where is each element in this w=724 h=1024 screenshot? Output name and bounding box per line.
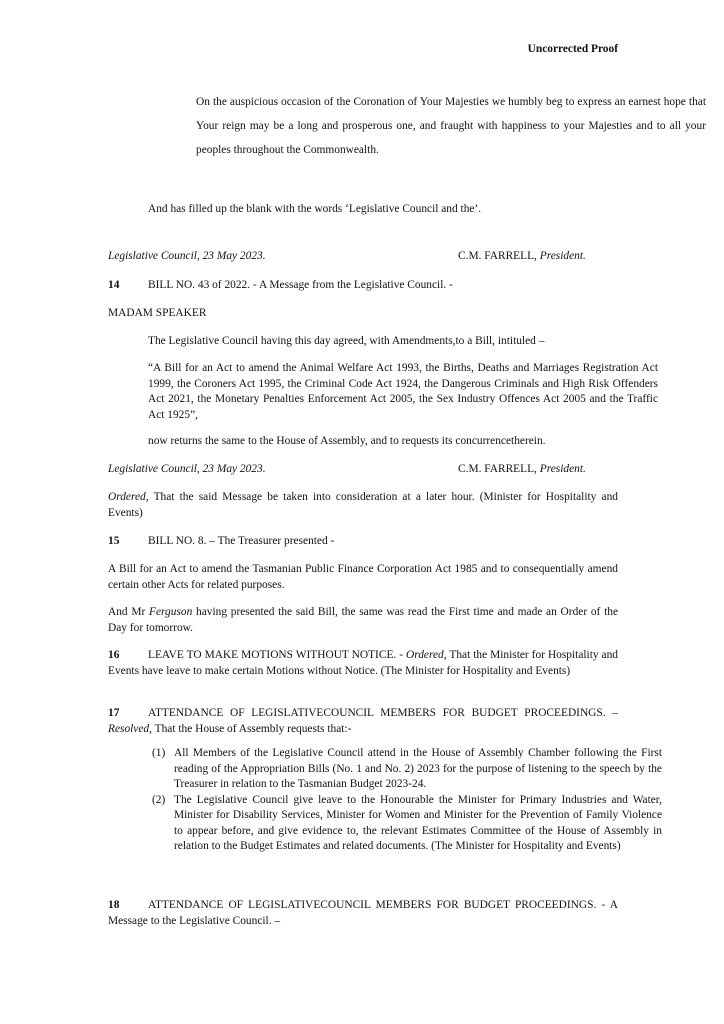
item-14-heading: 14 BILL NO. 43 of 2022. - A Message from the Legislative Council. - xyxy=(108,279,453,291)
signature-line-1 xyxy=(108,249,618,265)
item-18-text: 18 ATTENDANCE OF LEGISLATIVECOUNCIL MEMBERS FOR BUDGET PROCEEDINGS. - A Message to the Legislative Council. – xyxy=(108,899,618,927)
agreed-text: The Legislative Council having this day agreed, with Amendments,to a Bill, intituled – xyxy=(148,335,545,347)
item-15-heading: 15 BILL NO. 8. – The Treasurer presented - xyxy=(108,535,335,547)
list-item: (1) All Members of the Legislative Council attend in the House of Assembly Chamber following the First reading of the Appropriation Bills (No. 1 and No. 2) 2023 for the purpose of listening to the speech by the Treasurer in relation to the Tasmanian Budget 2023-24. xyxy=(152,747,662,790)
bill-title-quote: “A Bill for an Act to amend the Animal Welfare Act 1993, the Births, Deaths and Marriages Registration Act 1999, the Coroners Act 1995, the Criminal Code Act 1924, the Dangerous Criminals and High Risk Offenders Act 2021, the Monetary Penalties Enforcement Act 2005, the Sex Industry Offences Act 2005 and the Traffic Act 1925”, xyxy=(148,362,658,421)
signature-place-date: Legislative Council, 23 May 2023. xyxy=(108,250,266,262)
presented-text: And Mr Ferguson having presented the said Bill, the same was read the First time and made an Order of the Day for tomorrow. xyxy=(108,606,619,634)
returns-text: now returns the same to the House of Assembly, and to requests its concurrencetherein. xyxy=(148,435,546,447)
bill-15-text: A Bill for an Act to amend the Tasmanian Public Finance Corporation Act 1985 and to consequentially amend certain other Acts for related purposes. xyxy=(108,563,618,591)
signature-place-date: Legislative Council, 23 May 2023. xyxy=(108,463,266,475)
madam-speaker: MADAM SPEAKER xyxy=(108,307,207,319)
ordered-message-text: Ordered, That the said Message be taken into consideration at a later hour. (Minister for Hospitality and Events) xyxy=(108,491,618,519)
coronation-quote: On the auspicious occasion of the Coronation of Your Majesties we humbly beg to express an earnest hope that Your reign may be a long and prosperous one, and fraught with happiness to your Majesties and to all your peoples throughout the Commonwealth. xyxy=(196,96,706,156)
item-16-text: 16 LEAVE TO MAKE MOTIONS WITHOUT NOTICE. - Ordered, That the Minister for Hospitality and Events have leave to make certain Motions without Notice. (The Minister for Hospitality and Events) xyxy=(108,649,618,677)
uncorrected-proof-label: Uncorrected Proof xyxy=(527,43,618,55)
filled-blank-text: And has filled up the blank with the words ‘Legislative Council and the’. xyxy=(148,203,482,215)
signature-line-2 xyxy=(108,462,618,478)
signature-name: C.M. FARRELL, President. xyxy=(458,250,586,262)
item-17-text: 17 ATTENDANCE OF LEGISLATIVECOUNCIL MEMBERS FOR BUDGET PROCEEDINGS. – Resolved, That the House of Assembly requests that:- xyxy=(108,707,618,735)
list-item: (2) The Legislative Council give leave to the Honourable the Minister for Primary Industries and Water, Minister for Disability Services, Minister for Women and Minister for the Prevention of Family Violence to appear before, and give evidence to, the relevant Estimates Committee of the House of Assembly in relation to the Budget Estimates and related documents. (The Minister for Hospitality and Events) xyxy=(152,793,662,852)
item-17-list xyxy=(108,746,662,855)
signature-name: C.M. FARRELL, President. xyxy=(458,463,586,475)
